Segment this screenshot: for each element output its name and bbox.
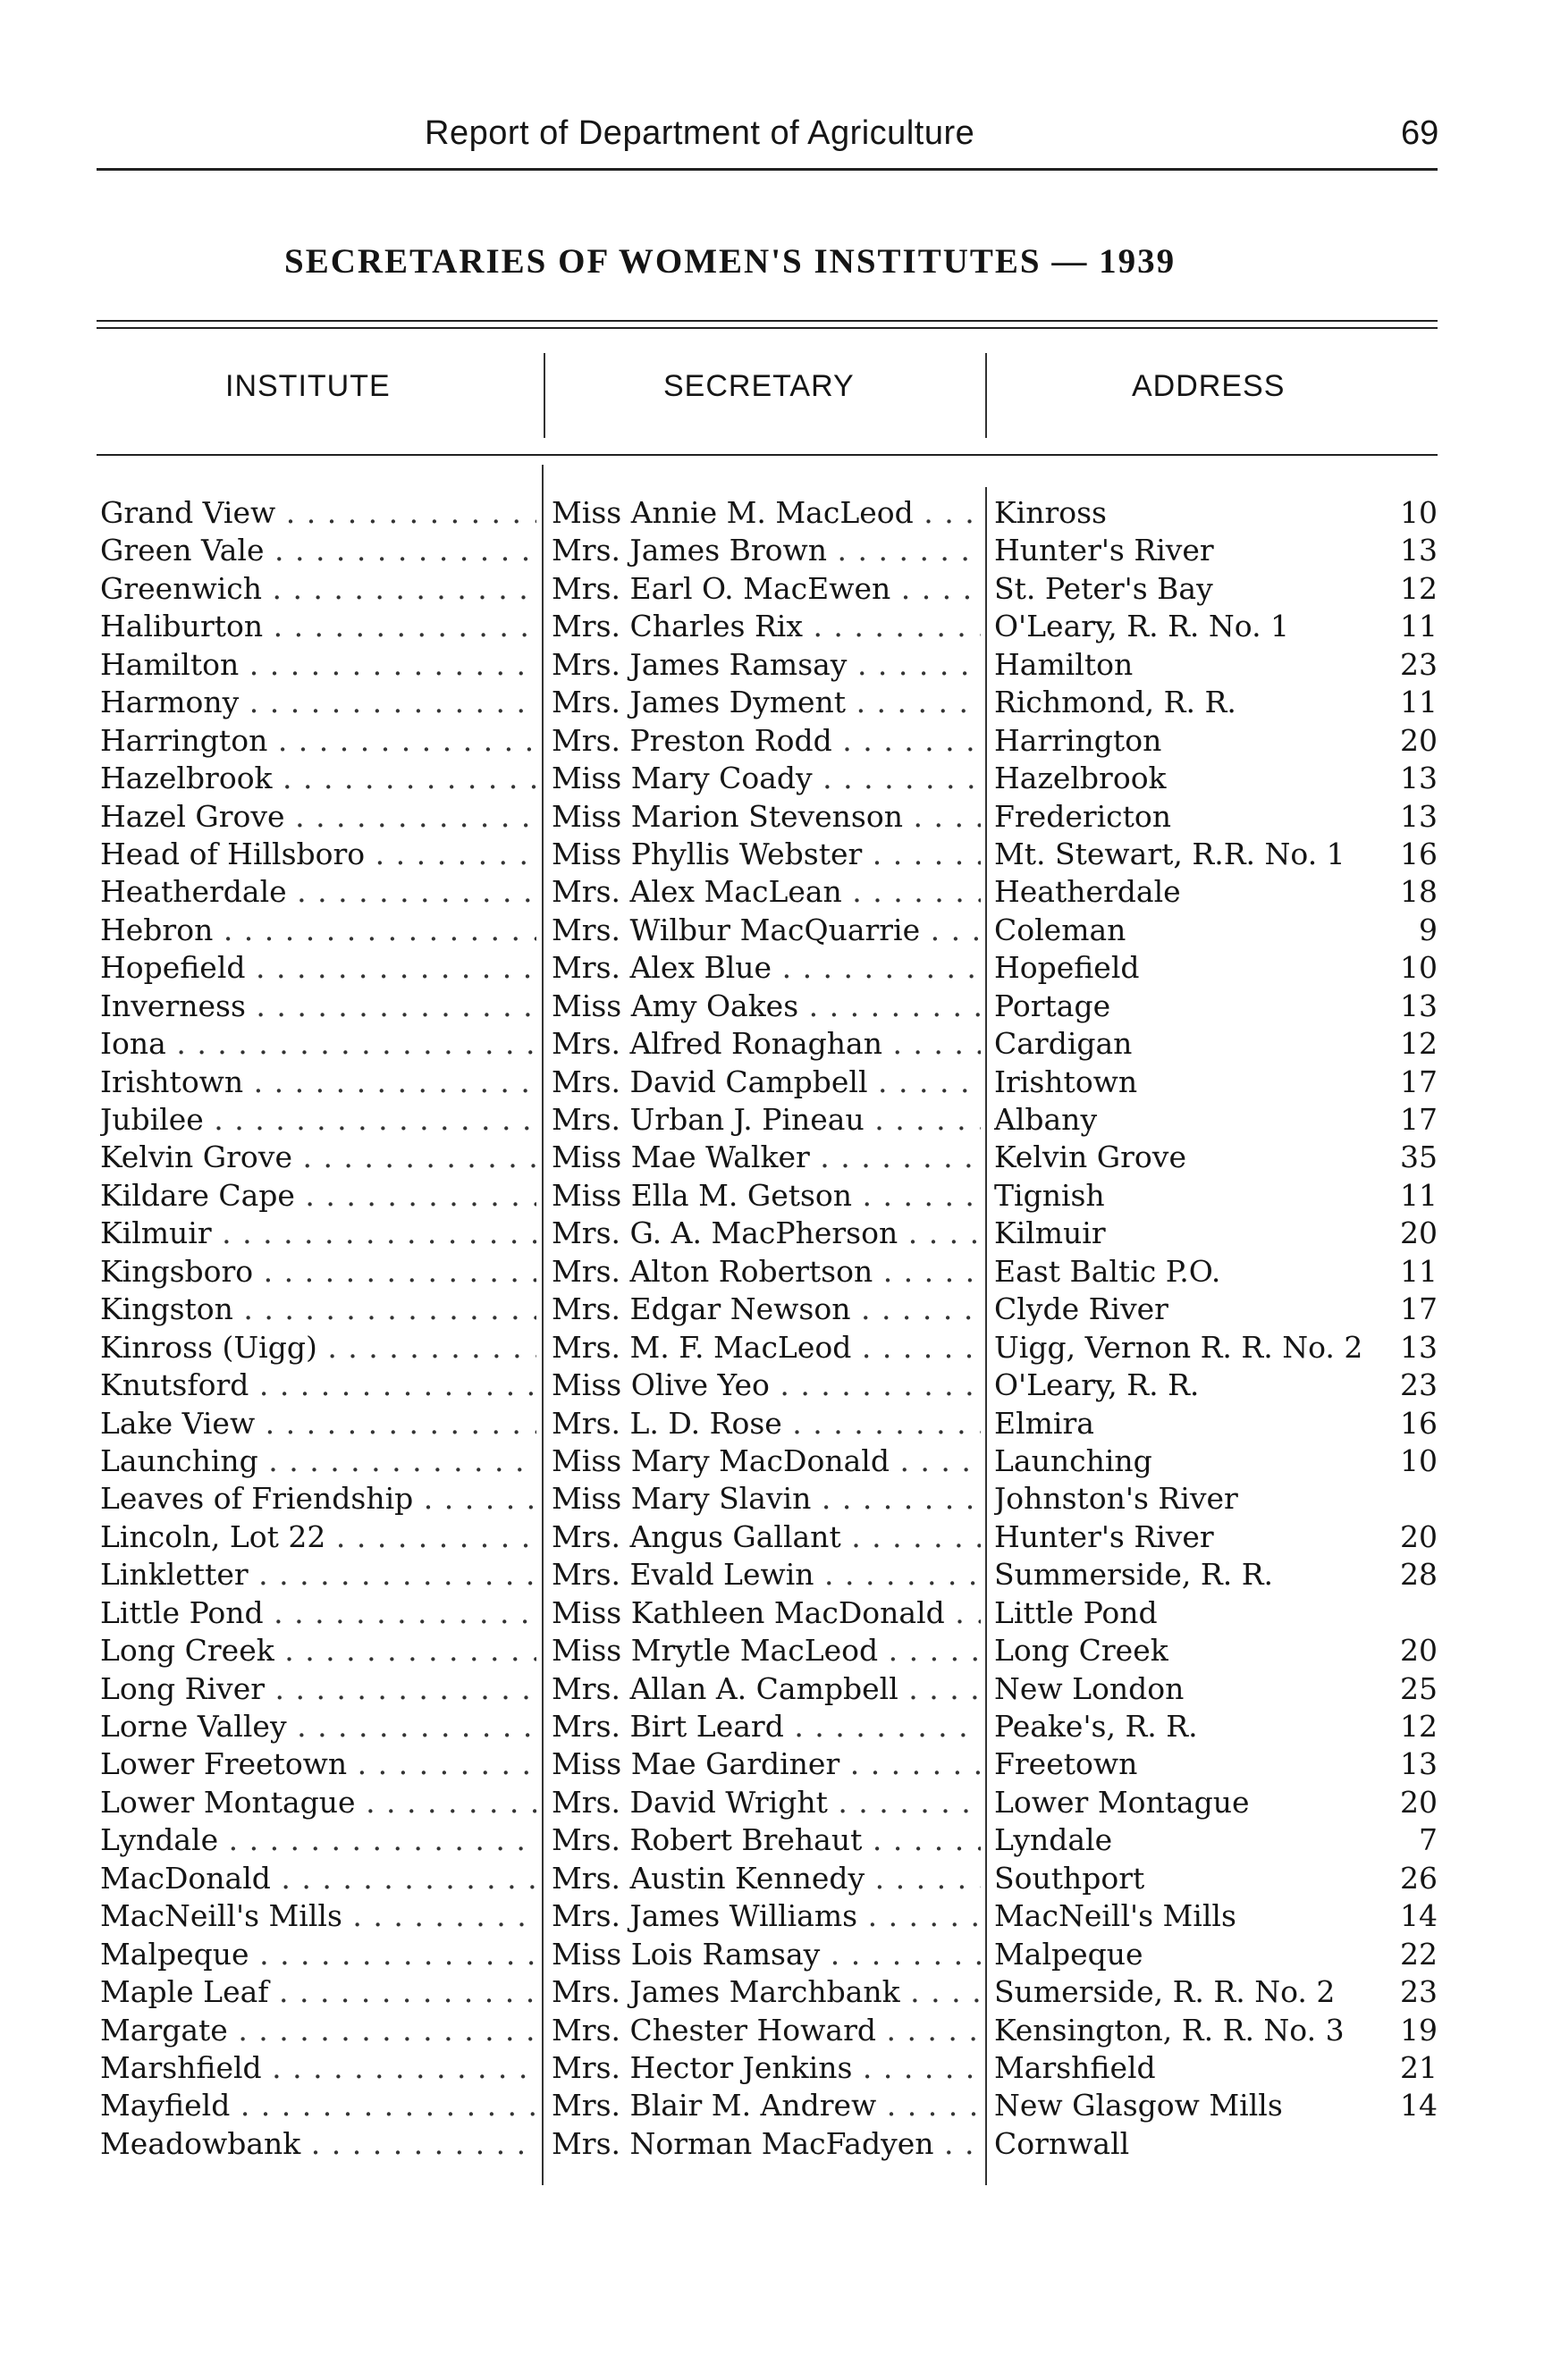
secretary-cell: Mrs. Edgar Newson . . . <box>552 1291 981 1328</box>
secretary-cell: Miss Olive Yeo . . . <box>552 1367 981 1404</box>
institute-cell: Kildare Cape . . . <box>100 1177 536 1215</box>
table-row <box>100 1518 1438 1556</box>
institute-cell: Haliburton . . . <box>100 608 536 645</box>
secretary-cell: Miss Phyllis Webster . . . <box>552 836 981 873</box>
number-cell: 23 <box>1400 646 1438 682</box>
column-header-address: ADDRESS <box>1132 369 1286 403</box>
secretary-cell: Mrs. Birt Leard . . . <box>552 1708 981 1745</box>
table-row <box>100 1745 1438 1783</box>
address-cell: St. Peter's Bay <box>994 570 1213 606</box>
institute-cell: Harrington . . . <box>100 722 536 760</box>
secretary-cell: Mrs. Evald Lewin . . . <box>552 1556 981 1594</box>
number-cell: 10 <box>1400 495 1438 530</box>
number-cell: 14 <box>1400 1898 1438 1934</box>
secretary-cell: Mrs. David Wright . . . <box>552 1784 981 1821</box>
institute-cell: Inverness . . . <box>100 988 536 1025</box>
secretary-cell: Mrs. James Marchbank . . . <box>552 1973 981 2011</box>
secretary-cell: Miss Mary Slavin . . . <box>552 1480 981 1518</box>
institute-cell: Lower Montague . . . <box>100 1784 536 1821</box>
institute-cell: Grand View . . . <box>100 494 536 532</box>
address-cell: Johnston's River <box>994 1481 1238 1517</box>
address-cell: Richmond, R. R. <box>994 685 1236 720</box>
number-cell: 11 <box>1400 1177 1438 1213</box>
address-cell: Elmira <box>994 1405 1094 1441</box>
address-cell: Portage <box>994 988 1111 1023</box>
address-cell: Mt. Stewart, R.R. No. 1 <box>994 836 1345 871</box>
institute-cell: Lyndale . . . <box>100 1821 536 1859</box>
number-cell: 7 <box>1419 1822 1438 1858</box>
institute-cell: Marshfield . . . <box>100 2049 536 2087</box>
number-cell: 13 <box>1400 1329 1438 1365</box>
table-row <box>100 2049 1438 2087</box>
number-cell: 26 <box>1400 1860 1438 1896</box>
secretary-cell: Miss Mary Coady . . . <box>552 760 981 797</box>
table-row <box>100 1860 1438 1897</box>
secretary-cell: Miss Mae Walker . . . <box>552 1139 981 1176</box>
number-cell: 12 <box>1400 1709 1438 1744</box>
table-row <box>100 2125 1438 2163</box>
table-row <box>100 760 1438 797</box>
number-cell: 13 <box>1400 1746 1438 1782</box>
page-number: 69 <box>1401 114 1439 152</box>
number-cell: 18 <box>1400 874 1438 910</box>
secretary-cell: Mrs. Austin Kennedy . . . <box>552 1860 981 1897</box>
institute-cell: Hamilton . . . <box>100 646 536 684</box>
secretary-cell: Miss Mrytle MacLeod . . . <box>552 1632 981 1669</box>
table-row <box>100 684 1438 721</box>
number-cell: 35 <box>1400 1140 1438 1175</box>
secretary-cell: Mrs. David Campbell . . . <box>552 1064 981 1101</box>
table-row <box>100 2012 1438 2049</box>
header-bottom-rule <box>97 454 1438 456</box>
secretary-cell: Mrs. Earl O. MacEwen . . . <box>552 570 981 608</box>
number-cell: 19 <box>1400 2012 1438 2048</box>
address-cell: Summerside, R. R. <box>994 1557 1274 1593</box>
number-cell: 17 <box>1400 1102 1438 1137</box>
institute-cell: Hopefield . . . <box>100 949 536 987</box>
address-cell: Lower Montague <box>994 1784 1250 1820</box>
secretary-cell: Mrs. Alex Blue . . . <box>552 949 981 987</box>
number-cell: 13 <box>1400 798 1438 834</box>
institute-cell: Linkletter . . . <box>100 1556 536 1594</box>
address-cell: Hunter's River <box>994 1518 1214 1554</box>
address-cell: Uigg, Vernon R. R. No. 2 <box>994 1329 1363 1365</box>
institute-cell: Head of Hillsboro . . . <box>100 836 536 873</box>
address-cell: Irishtown <box>994 1064 1138 1099</box>
address-cell: Sumerside, R. R. No. 2 <box>994 1974 1336 2010</box>
institute-cell: Kinross (Uigg) . . . <box>100 1329 536 1367</box>
secretary-cell: Miss Ella M. Getson . . . <box>552 1177 981 1215</box>
number-cell: 22 <box>1400 1936 1438 1972</box>
address-cell: Kinross <box>994 495 1107 530</box>
table-title: SECRETARIES OF WOMEN'S INSTITUTES — 1939 <box>284 242 1177 281</box>
number-cell: 12 <box>1400 1026 1438 1062</box>
table-row <box>100 1594 1438 1632</box>
secretary-cell: Mrs. James Williams . . . <box>552 1897 981 1935</box>
column-header-institute: INSTITUTE <box>225 369 391 403</box>
institute-cell: Harmony . . . <box>100 684 536 721</box>
institute-cell: Kingsboro . . . <box>100 1253 536 1291</box>
secretary-cell: Mrs. Alex MacLean . . . <box>552 873 981 911</box>
header-column-divider <box>544 353 545 438</box>
number-cell: 17 <box>1400 1291 1438 1327</box>
number-cell: 17 <box>1400 1064 1438 1099</box>
table-row <box>100 1480 1438 1518</box>
secretary-cell: Mrs. James Ramsay . . . <box>552 646 981 684</box>
secretary-cell: Mrs. Hector Jenkins . . . <box>552 2049 981 2087</box>
column-header-secretary: SECRETARY <box>663 369 855 403</box>
address-cell: Hamilton <box>994 646 1134 682</box>
number-cell: 13 <box>1400 761 1438 796</box>
table-row <box>100 532 1438 569</box>
running-header-title: Report of Department of Agriculture <box>425 114 975 152</box>
address-cell: New London <box>994 1670 1185 1706</box>
secretary-cell: Mrs. M. F. MacLeod . . . <box>552 1329 981 1367</box>
address-cell: Long Creek <box>994 1633 1168 1669</box>
table-top-rule-inner <box>97 327 1438 329</box>
number-cell: 11 <box>1400 1253 1438 1289</box>
institute-cell: Mayfield . . . <box>100 2087 536 2124</box>
institute-cell: Hazel Grove . . . <box>100 798 536 836</box>
address-cell: East Baltic P.O. <box>994 1253 1221 1289</box>
institute-cell: Knutsford . . . <box>100 1367 536 1404</box>
institute-cell: Lower Freetown . . . <box>100 1745 536 1783</box>
table-row <box>100 1897 1438 1935</box>
table-row <box>100 1784 1438 1821</box>
number-cell: 20 <box>1400 1215 1438 1251</box>
secretary-cell: Mrs. Alfred Ronaghan . . . <box>552 1025 981 1063</box>
number-cell: 11 <box>1400 685 1438 720</box>
number-cell: 10 <box>1400 950 1438 986</box>
number-cell: 23 <box>1400 1974 1438 2010</box>
address-cell: Harrington <box>994 722 1162 758</box>
number-cell: 16 <box>1400 1405 1438 1441</box>
secretary-cell: Mrs. G. A. MacPherson . . . <box>552 1215 981 1252</box>
table-row <box>100 646 1438 684</box>
header-column-divider <box>985 353 987 438</box>
number-cell: 20 <box>1400 1518 1438 1554</box>
table-row <box>100 988 1438 1025</box>
secretary-cell: Miss Kathleen MacDonald . . . <box>552 1594 981 1632</box>
secretary-cell: Mrs. Urban J. Pineau . . . <box>552 1101 981 1139</box>
secretary-cell: Mrs. Allan A. Campbell . . . <box>552 1670 981 1708</box>
number-cell: 16 <box>1400 836 1438 871</box>
secretary-cell: Miss Amy Oakes . . . <box>552 988 981 1025</box>
table-row <box>100 722 1438 760</box>
institute-cell: MacNeill's Mills . . . <box>100 1897 536 1935</box>
number-cell: 20 <box>1400 1633 1438 1669</box>
address-cell: Lyndale <box>994 1822 1113 1858</box>
institute-cell: Margate . . . <box>100 2012 536 2049</box>
address-cell: Albany <box>994 1102 1098 1137</box>
table-row <box>100 608 1438 645</box>
table-row <box>100 873 1438 911</box>
number-cell: 9 <box>1419 912 1438 947</box>
institute-cell: Lake View . . . <box>100 1405 536 1442</box>
address-cell: Heatherdale <box>994 874 1181 910</box>
table-row <box>100 949 1438 987</box>
table-row <box>100 798 1438 836</box>
table-row <box>100 1025 1438 1063</box>
address-cell: Fredericton <box>994 798 1172 834</box>
institute-cell: Green Vale . . . <box>100 532 536 569</box>
institutes-table-body <box>100 494 1438 2163</box>
table-row <box>100 1708 1438 1745</box>
secretary-cell: Mrs. Wilbur MacQuarrie . . . <box>552 912 981 949</box>
secretary-cell: Miss Lois Ramsay . . . <box>552 1936 981 1973</box>
institute-cell: Jubilee . . . <box>100 1101 536 1139</box>
number-cell: 10 <box>1400 1442 1438 1478</box>
table-row <box>100 1215 1438 1252</box>
institute-cell: Kelvin Grove . . . <box>100 1139 536 1176</box>
institute-cell: Maple Leaf . . . <box>100 1973 536 2011</box>
address-cell: Freetown <box>994 1746 1138 1782</box>
number-cell: 20 <box>1400 722 1438 758</box>
institute-cell: Malpeque . . . <box>100 1936 536 1973</box>
table-row <box>100 1936 1438 1973</box>
table-row <box>100 1632 1438 1669</box>
table-row <box>100 570 1438 608</box>
secretary-cell: Mrs. Charles Rix . . . <box>552 608 981 645</box>
institute-cell: Lorne Valley . . . <box>100 1708 536 1745</box>
institute-cell: Irishtown . . . <box>100 1064 536 1101</box>
institute-cell: Hebron . . . <box>100 912 536 949</box>
institute-cell: Launching . . . <box>100 1442 536 1480</box>
address-cell: Tignish <box>994 1177 1105 1213</box>
institute-cell: Hazelbrook . . . <box>100 760 536 797</box>
table-row <box>100 1973 1438 2011</box>
institute-cell: Heatherdale . . . <box>100 873 536 911</box>
table-row <box>100 1556 1438 1594</box>
table-row <box>100 1253 1438 1291</box>
secretary-cell: Mrs. Robert Brehaut . . . <box>552 1821 981 1859</box>
address-cell: Kelvin Grove <box>994 1140 1186 1175</box>
table-row <box>100 1101 1438 1139</box>
number-cell: 13 <box>1400 533 1438 568</box>
table-row <box>100 1064 1438 1101</box>
institute-cell: MacDonald . . . <box>100 1860 536 1897</box>
table-row <box>100 1442 1438 1480</box>
number-cell: 20 <box>1400 1784 1438 1820</box>
address-cell: Cardigan <box>994 1026 1133 1062</box>
address-cell: Malpeque <box>994 1936 1143 1972</box>
table-row <box>100 912 1438 949</box>
address-cell: Cornwall <box>994 2125 1130 2161</box>
secretary-cell: Mrs. L. D. Rose . . . <box>552 1405 981 1442</box>
address-cell: Peake's, R. R. <box>994 1709 1198 1744</box>
address-cell: Kensington, R. R. No. 3 <box>994 2012 1345 2048</box>
secretary-cell: Miss Marion Stevenson . . . <box>552 798 981 836</box>
address-cell: Kilmuir <box>994 1215 1106 1251</box>
secretary-cell: Mrs. Norman MacFadyen . . . <box>552 2125 981 2163</box>
table-row <box>100 1405 1438 1442</box>
number-cell: 12 <box>1400 570 1438 606</box>
table-row <box>100 836 1438 873</box>
secretary-cell: Mrs. Angus Gallant . . . <box>552 1518 981 1556</box>
institute-cell: Greenwich . . . <box>100 570 536 608</box>
secretary-cell: Miss Mary MacDonald . . . <box>552 1442 981 1480</box>
institute-cell: Leaves of Friendship . . . <box>100 1480 536 1518</box>
secretary-cell: Mrs. James Dyment . . . <box>552 684 981 721</box>
table-row <box>100 1139 1438 1176</box>
address-cell: O'Leary, R. R. <box>994 1367 1200 1403</box>
number-cell: 14 <box>1400 2088 1438 2123</box>
institute-cell: Long River . . . <box>100 1670 536 1708</box>
secretary-cell: Miss Mae Gardiner . . . <box>552 1745 981 1783</box>
institute-cell: Long Creek . . . <box>100 1632 536 1669</box>
header-rule <box>97 168 1438 171</box>
address-cell: Hopefield <box>994 950 1140 986</box>
address-cell: Hunter's River <box>994 533 1214 568</box>
institute-cell: Iona . . . <box>100 1025 536 1063</box>
table-top-rule <box>97 320 1438 322</box>
institute-cell: Little Pond . . . <box>100 1594 536 1632</box>
address-cell: O'Leary, R. R. No. 1 <box>994 609 1290 644</box>
secretary-cell: Mrs. Alton Robertson . . . <box>552 1253 981 1291</box>
number-cell: 13 <box>1400 988 1438 1023</box>
secretary-cell: Mrs. Chester Howard . . . <box>552 2012 981 2049</box>
address-cell: Marshfield <box>994 2049 1156 2085</box>
table-row <box>100 1291 1438 1328</box>
institute-cell: Kilmuir . . . <box>100 1215 536 1252</box>
number-cell: 23 <box>1400 1367 1438 1403</box>
table-row <box>100 494 1438 532</box>
table-row <box>100 1329 1438 1367</box>
institute-cell: Kingston . . . <box>100 1291 536 1328</box>
address-cell: Coleman <box>994 912 1126 947</box>
table-row <box>100 1821 1438 1859</box>
table-row <box>100 2087 1438 2124</box>
secretary-cell: Miss Annie M. MacLeod . . . <box>552 494 981 532</box>
table-row <box>100 1670 1438 1708</box>
address-cell: Southport <box>994 1860 1145 1896</box>
address-cell: Clyde River <box>994 1291 1168 1327</box>
institute-cell: Meadowbank . . . <box>100 2125 536 2163</box>
number-cell: 11 <box>1400 609 1438 644</box>
number-cell: 25 <box>1400 1670 1438 1706</box>
number-cell: 21 <box>1400 2049 1438 2085</box>
secretary-cell: Mrs. Blair M. Andrew . . . <box>552 2087 981 2124</box>
number-cell: 28 <box>1400 1557 1438 1593</box>
secretary-cell: Mrs. James Brown . . . <box>552 532 981 569</box>
table-row <box>100 1177 1438 1215</box>
institute-cell: Lincoln, Lot 22 . . . <box>100 1518 536 1556</box>
address-cell: Hazelbrook <box>994 761 1167 796</box>
address-cell: MacNeill's Mills <box>994 1898 1236 1934</box>
secretary-cell: Mrs. Preston Rodd . . . <box>552 722 981 760</box>
address-cell: Launching <box>994 1442 1152 1478</box>
address-cell: Little Pond <box>994 1594 1158 1630</box>
table-row <box>100 1367 1438 1404</box>
address-cell: New Glasgow Mills <box>994 2088 1283 2123</box>
